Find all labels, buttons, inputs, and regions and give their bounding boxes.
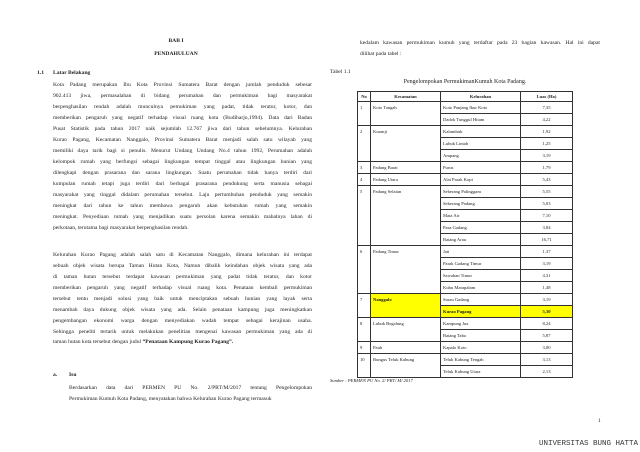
- cell-kecamatan: Bungus Teluk Kabung: [371, 354, 441, 378]
- table-row: [358, 246, 573, 258]
- text-line: Kurao Pagang, Kecamatan Nanggalo, Provinsi Sumatera Barat menjadi salah satu wilayah yang: [53, 137, 312, 143]
- cell-kelurahan: Alai Parak Kopi: [441, 174, 521, 186]
- text-line: tersebut tentu menjadi solusi yang baik untuk menciptakan sebuah hunian yang layak serta: [53, 296, 312, 302]
- cell-luas: 1,92: [521, 126, 573, 138]
- cell-kelurahan: Kapalo Koto: [441, 342, 521, 354]
- table-header-row: [358, 92, 573, 102]
- table-row: [358, 126, 573, 138]
- cell-no: 7: [358, 294, 371, 318]
- cell-kelurahan: Mata Air: [441, 210, 521, 222]
- text-line: meningkat dari tahun ke tahun membawa pengaruh akan kebutuhan rumah yang semakin: [53, 203, 312, 209]
- cell-no: 1: [358, 102, 371, 126]
- cell-kecamatan: Padang Utara: [371, 174, 441, 186]
- table-row: [358, 342, 573, 354]
- text-line: memiliki daya tarik bagi si penulis. Menurut Undang Undang No.4 tahun 1992, Perumahan adalah: [53, 148, 312, 154]
- table-row: [358, 174, 573, 186]
- text-line: memberikan pengaruh yang negatif terhadap visual ruang kota (Budiharjo,1994). Data dari Badan: [53, 115, 312, 121]
- table-row: [358, 102, 573, 114]
- cell-no: 8: [358, 318, 371, 342]
- cell-kecamatan: Padang Selatan: [371, 186, 441, 246]
- page-number: 1: [598, 418, 601, 424]
- cell-luas: 16,71: [521, 234, 573, 246]
- cell-kelurahan: Purus: [441, 162, 521, 174]
- cell-kelurahan: Pasa Gadang: [441, 222, 521, 234]
- cell-luas: 7,35: [521, 102, 573, 114]
- cell-kecamatan: Lubuk Begalung: [371, 318, 441, 342]
- text-line: menambah daya dukung objek wisata yang ada. Selain penataan kampung juga meningkatkan: [53, 307, 312, 313]
- table-row: [358, 186, 573, 198]
- cell-kelurahan: Jati: [441, 246, 521, 258]
- text-line: pengembangan ekonomi warga dengan menyediakan wadah tempat sebagai kerajinan usaha.: [53, 318, 312, 324]
- cell-kecamatan: Nanggalo: [371, 294, 441, 318]
- table-caption: Pengelompokan PermukimanKumuh Kota Padang.: [403, 79, 527, 85]
- cell-kelurahan: Koto Panjang Ikur Koto: [441, 102, 521, 114]
- section-title: Latar Belakang: [53, 70, 91, 76]
- cell-kecamatan: Padang Timur: [371, 246, 441, 294]
- subsection-title: Isu: [69, 372, 77, 378]
- cell-luas: 5,03: [521, 198, 573, 210]
- cell-luas: 3,19: [521, 150, 573, 162]
- cell-kelurahan: Parak Gadang Timur: [441, 258, 521, 270]
- cell-luas: 8,24: [521, 318, 573, 330]
- cell-luas: 1,48: [521, 282, 573, 294]
- cell-no: 6: [358, 246, 371, 294]
- text-line: Kelurahan Kurao Pagang adalah salah satu di Kecamatan Nanggalo, dimana kelurahan ini terdapat: [53, 252, 312, 258]
- cell-kelurahan: Surau Gadang: [441, 294, 521, 306]
- text-line: meningkat. Penyediaan rumah yang menjadikan suatu persolan karena semakin mahalnya lahan di: [53, 214, 312, 220]
- header-kecamatan: Kecamatan: [371, 92, 441, 102]
- cell-kelurahan: Kubu Marapalam: [441, 282, 521, 294]
- text-line: sebuah objek wisata berupa Taman Hutan Kota, Namun dibalik keindahan objek wisata yang ada: [53, 263, 312, 269]
- cell-kelurahan: Ampang: [441, 150, 521, 162]
- cell-luas: 7,10: [521, 210, 573, 222]
- footer-university: UNIVERSITAS BUNG HATTA: [538, 440, 638, 448]
- text-line: di taman hutan tersebut terdapat kawasan permukiman yang padat tidak teratur, dan kotor: [53, 274, 312, 280]
- table-row: [358, 162, 573, 174]
- cell-kelurahan: Kampung Jua: [441, 318, 521, 330]
- cell-luas: 3,19: [521, 294, 573, 306]
- cell-kecamatan: Padang Barat: [371, 162, 441, 174]
- cell-luas: 5,30: [521, 306, 573, 318]
- cell-no: 9: [358, 342, 371, 354]
- cell-kelurahan: Seberang Palinggam: [441, 186, 521, 198]
- cell-kelurahan: Lubuk Lintah: [441, 138, 521, 150]
- text-line: berpenghasilan rendah adalah munculnya pemukiman yang padat, tidak teratur, kotor, dan: [53, 104, 312, 110]
- cell-kelurahan: Teluk Kabung Utara: [441, 366, 521, 378]
- cell-kelurahan: Seberang Padang: [441, 198, 521, 210]
- cell-luas: 3,13: [521, 354, 573, 366]
- text-line: Berdasarkan data dari PERMEN PU No. 2/PRT/M/2017 tentang Pengelompokan: [69, 385, 312, 391]
- text-line: masyarakat yang tinggal didalam perumahan tersebut. Laju pertumbuhan penduduk yang semakin: [53, 192, 312, 198]
- cell-luas: 1,37: [521, 246, 573, 258]
- cell-luas: 1,79: [521, 162, 573, 174]
- text-line: Kota Padang merupakan Ibu Kota Provinsi Sumatera Barat dengan jumlah penduduk sebesar: [53, 82, 312, 88]
- text-line: memberikan pengaruh yang negatif terhadap visual ruang kota. Penataan kembali permukiman: [53, 285, 312, 291]
- table-row: [358, 354, 573, 366]
- text-line: 902.413 jiwa, permasalahan di bidang perumahan dan permukiman bagi masyarakat: [53, 93, 312, 99]
- cell-kelurahan: Sawahan Timur: [441, 270, 521, 282]
- chapter-title: PENDAHULUAN: [154, 51, 198, 57]
- cell-no: 3: [358, 162, 371, 174]
- cell-no: 2: [358, 126, 371, 162]
- header-luas: Luas (Ha): [521, 92, 573, 102]
- text-line: dilihat pada tabel :: [360, 51, 402, 57]
- cell-luas: 1,25: [521, 138, 573, 150]
- text-line: kedalam kawasan permukiman kumuh yang terdaftar pada 23 bagian kawasan. Hal ini dapat: [360, 40, 600, 46]
- slum-area-table: [357, 91, 573, 378]
- chapter-number: BAB I: [168, 38, 184, 44]
- header-kelurahan: Kelurahan: [441, 92, 521, 102]
- paragraph-2-final-line: [53, 338, 312, 346]
- cell-luas: 4,31: [521, 270, 573, 282]
- text-line: dilengkapi dengan prasarana dan sarana lingkungan. Suatu perumahan tidak hanya terdiri dari: [53, 170, 312, 176]
- cell-kelurahan: Batang Arau: [441, 234, 521, 246]
- table-source: Sumber : PERMEN PU No. 2/ PRT/ M/ 2017: [330, 378, 413, 383]
- table-row: [358, 294, 573, 306]
- cell-luas: 5,87: [521, 330, 573, 342]
- subsection-letter: a.: [53, 372, 58, 378]
- paragraph-text: taman hutan kota tersebut dengan judul: [53, 339, 143, 345]
- cell-kelurahan: Kurao Pagang: [441, 306, 521, 318]
- cell-luas: 4,22: [521, 114, 573, 126]
- cell-luas: 3,84: [521, 222, 573, 234]
- table-label: Tabel 1.1: [330, 69, 351, 75]
- cell-luas: 3,19: [521, 258, 573, 270]
- text-line: Permukiman Kumuh Kota Padang, menyatakan bahwa Kelurahan Kurao Pagang termasuk: [69, 396, 272, 402]
- header-no: No: [358, 92, 371, 102]
- text-line: Sehingga peneliti tertarik untuk melakukan penelitian mengenai kawasan permukiman yang ada di: [53, 329, 312, 335]
- cell-luas: 5,43: [521, 174, 573, 186]
- text-line: kumpulan rumah tetapi juga terdiri dari berbagai prasarana pendukung serta manusia sebagai: [53, 181, 312, 187]
- text-line: perkotaan, terutama bagi masyarakat berpenghasilan rendah.: [53, 225, 189, 231]
- cell-no: 4: [358, 174, 371, 186]
- cell-no: 5: [358, 186, 371, 246]
- cell-kecamatan: Koto Tangah: [371, 102, 441, 126]
- cell-no: 10: [358, 354, 371, 378]
- text-line: Pusat Statistik pada tahun 2017 naik sejumlah 12.767 jiwa dari tahun sebelumnya. Kelurahan: [53, 126, 312, 132]
- table-row: [358, 318, 573, 330]
- cell-luas: 3,00: [521, 342, 573, 354]
- cell-luas: 2,13: [521, 366, 573, 378]
- cell-luas: 5,55: [521, 186, 573, 198]
- cell-kelurahan: Dadok Tunggul Hitam: [441, 114, 521, 126]
- cell-kelurahan: Teluk Kabung Tengah: [441, 354, 521, 366]
- text-line: kelompok rumah yang berfungsi sebagai lingkungan tempat tinggal atau lingkungan hunian yang: [53, 159, 312, 165]
- section-number: 1.1: [37, 70, 44, 76]
- cell-kelurahan: Kalumbuk: [441, 126, 521, 138]
- cell-kecamatan: Kuranji: [371, 126, 441, 162]
- cell-kelurahan: Batang Taba: [441, 330, 521, 342]
- cell-kecamatan: Pauh: [371, 342, 441, 354]
- project-title: “Penataan Kampung Kurao Pagang”.: [142, 339, 234, 345]
